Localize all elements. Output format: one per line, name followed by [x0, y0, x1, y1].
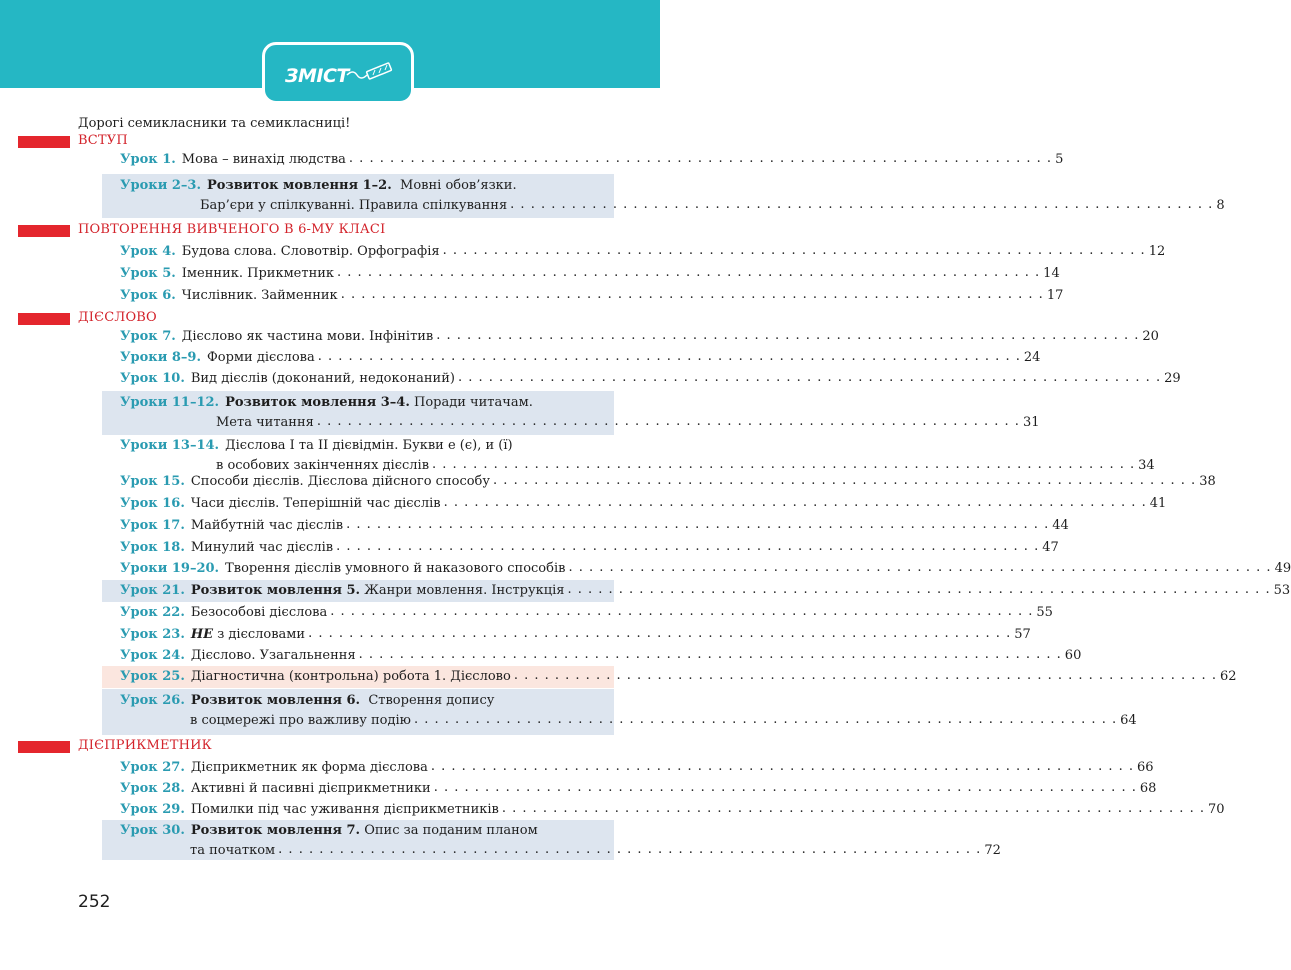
- toc-entry[interactable]: [120, 779, 1157, 799]
- lesson-number: Уроки 11–12.: [120, 395, 220, 410]
- toc-entry[interactable]: [120, 286, 1064, 306]
- lesson-title-cont: Мета читання: [216, 415, 314, 430]
- page-ref: 8: [1216, 198, 1225, 213]
- section-marker: [18, 741, 70, 753]
- lesson-number: Уроки 2–3.: [120, 178, 201, 193]
- page-ref: 14: [1043, 266, 1060, 281]
- page-number: 252: [78, 892, 111, 912]
- speech-dev-label: Розвиток мовлення 7.: [190, 823, 361, 838]
- lesson-number: Урок 16.: [120, 496, 185, 511]
- lesson-title: Творення дієслів умовного й наказового способів: [225, 561, 566, 576]
- lesson-number: Урок 27.: [120, 760, 185, 775]
- page-ref: 12: [1148, 244, 1166, 259]
- lesson-number: Урок 25.: [120, 669, 185, 684]
- lesson-number: Урок 26.: [120, 693, 185, 708]
- toc-entry[interactable]: [120, 581, 1291, 601]
- lesson-title: Іменник. Прикметник: [181, 266, 335, 281]
- page-ref: 49: [1274, 561, 1291, 576]
- lesson-title: Дієприкметник як форма дієслова: [190, 760, 428, 775]
- lesson-number: Урок 24.: [120, 648, 185, 663]
- page-ref: 34: [1138, 458, 1155, 473]
- lesson-title: Створення допису: [368, 693, 495, 708]
- page-ref: 20: [1142, 329, 1159, 344]
- toc-entry[interactable]: [120, 603, 1053, 623]
- lesson-title: Дієслово. Узагальнення: [190, 648, 356, 663]
- lesson-number: Урок 28.: [120, 781, 185, 796]
- toc-entry[interactable]: [120, 516, 1069, 536]
- toc-entry[interactable]: [120, 327, 1159, 347]
- contents-tab: [262, 42, 414, 104]
- toc-entry[interactable]: [120, 758, 1154, 778]
- lesson-title: Форми дієслова: [206, 350, 315, 365]
- page-ref: 55: [1036, 605, 1053, 620]
- lesson-title-cont: та початком: [190, 843, 276, 858]
- toc-entry[interactable]: [120, 559, 1291, 579]
- page-ref: 72: [984, 843, 1001, 858]
- toc-entry[interactable]: [120, 176, 1225, 218]
- page-ref: 31: [1022, 415, 1040, 430]
- speech-dev-label: Розвиток мовлення 5.: [190, 583, 361, 598]
- lesson-number: Урок 6.: [120, 288, 176, 303]
- section-title: ПОВТОРЕННЯ ВИВЧЕНОГО В 6-МУ КЛАСІ: [78, 222, 386, 237]
- page-ref: 44: [1052, 518, 1069, 533]
- lesson-title: Вид дієслів (доконаний, недоконаний): [190, 371, 455, 386]
- lesson-title: Поради читачам.: [414, 395, 533, 410]
- lesson-title: Діагностична (контрольна) робота 1. Дієслово: [190, 669, 511, 684]
- toc-entry[interactable]: [120, 393, 1040, 435]
- lesson-number: Урок 4.: [120, 244, 176, 259]
- ne-label: НЕ: [190, 627, 214, 642]
- lesson-number: Урок 18.: [120, 540, 185, 555]
- greeting-text: Дорогі семикласники та семикласниці!: [78, 116, 351, 131]
- page-ref: 38: [1199, 474, 1216, 489]
- toc-entry[interactable]: [120, 667, 1237, 687]
- page-ref: 62: [1219, 669, 1237, 684]
- page-ref: 57: [1014, 627, 1031, 642]
- page-ref: 24: [1023, 350, 1041, 365]
- page-ref: 47: [1042, 540, 1059, 555]
- lesson-title: Дієслово як частина мови. Інфінітив: [181, 329, 434, 344]
- lesson-title: Майбутній час дієслів: [190, 518, 344, 533]
- lesson-number: Уроки 8–9.: [120, 350, 201, 365]
- lesson-number: Урок 1.: [120, 152, 176, 167]
- toc-entry[interactable]: [120, 264, 1060, 284]
- lesson-title: з дієсловами: [217, 627, 306, 642]
- page-ref: 5: [1055, 152, 1064, 167]
- lesson-number: Уроки 13–14.: [120, 438, 220, 453]
- speech-dev-label: Розвиток мовлення 1–2.: [206, 178, 392, 193]
- toc-entry[interactable]: [120, 646, 1082, 666]
- lesson-title: Дієслова I та II дієвідмін. Букви е (є), и (ї): [225, 438, 513, 453]
- page-ref: 66: [1137, 760, 1154, 775]
- lesson-title: Активні й пасивні дієприкметники: [190, 781, 431, 796]
- page-ref: 17: [1046, 288, 1064, 303]
- page-ref: 29: [1164, 371, 1181, 386]
- section-title: ДІЄПРИКМЕТНИК: [78, 738, 212, 753]
- toc-entry[interactable]: [120, 348, 1041, 368]
- toc-entry[interactable]: [120, 625, 1031, 645]
- pencil-icon: [345, 61, 397, 83]
- lesson-number: Урок 21.: [120, 583, 185, 598]
- toc-entry[interactable]: [120, 538, 1059, 558]
- section-marker: [18, 136, 70, 148]
- section-title: ВСТУП: [78, 133, 128, 148]
- toc-entry[interactable]: [120, 150, 1064, 170]
- page-ref: 41: [1149, 496, 1167, 511]
- lesson-number: Урок 29.: [120, 802, 185, 817]
- toc-entry[interactable]: [120, 369, 1181, 389]
- lesson-number: Урок 7.: [120, 329, 176, 344]
- toc-entry[interactable]: [120, 494, 1167, 514]
- lesson-title: Безособові дієслова: [190, 605, 328, 620]
- lesson-number: Урок 30.: [120, 823, 185, 838]
- lesson-number: Урок 22.: [120, 605, 185, 620]
- contents-title: ЗМІСТ: [285, 65, 349, 87]
- lesson-number: Урок 23.: [120, 627, 185, 642]
- lesson-title: Минулий час дієслів: [190, 540, 334, 555]
- page-ref: 64: [1120, 713, 1137, 728]
- lesson-title: Числівник. Займенник: [181, 288, 338, 303]
- lesson-number: Урок 15.: [120, 474, 185, 489]
- toc-entry[interactable]: [120, 242, 1166, 262]
- lesson-title: Мовні обов’язки.: [400, 178, 517, 193]
- lesson-title-cont: Бар’єри у спілкуванні. Правила спілкування: [200, 198, 508, 213]
- page-ref: 53: [1273, 583, 1291, 598]
- toc-entry[interactable]: [120, 821, 1001, 863]
- lesson-number: Урок 17.: [120, 518, 185, 533]
- lesson-title: Часи дієслів. Теперішній час дієслів: [190, 496, 441, 511]
- lesson-number: Урок 5.: [120, 266, 176, 281]
- toc-entry[interactable]: [120, 691, 1137, 733]
- section-marker: [18, 313, 70, 325]
- lesson-title-cont: в соцмережі про важливу подію: [190, 713, 411, 728]
- toc-entry[interactable]: [120, 472, 1216, 492]
- lesson-title: Опис за поданим планом: [364, 823, 538, 838]
- section-title: ДІЄСЛОВО: [78, 310, 157, 325]
- lesson-title: Будова слова. Словотвір. Орфографія: [181, 244, 440, 259]
- lesson-number: Уроки 19–20.: [120, 561, 220, 576]
- lesson-number: Урок 10.: [120, 371, 185, 386]
- lesson-title: Жанри мовлення. Інструкція: [364, 583, 565, 598]
- lesson-title: Мова – винахід людства: [181, 152, 346, 167]
- toc-entry[interactable]: [120, 800, 1225, 820]
- page-ref: 70: [1207, 802, 1225, 817]
- page-ref: 60: [1064, 648, 1082, 663]
- section-marker: [18, 225, 70, 237]
- lesson-title-cont: в особових закінченнях дієслів: [216, 458, 430, 473]
- page-ref: 68: [1139, 781, 1157, 796]
- lesson-title: Помилки під час уживання дієприкметників: [190, 802, 499, 817]
- speech-dev-label: Розвиток мовлення 6.: [190, 693, 361, 708]
- lesson-title: Способи дієслів. Дієслова дійсного способу: [190, 474, 491, 489]
- speech-dev-label: Розвиток мовлення 3–4.: [225, 395, 410, 410]
